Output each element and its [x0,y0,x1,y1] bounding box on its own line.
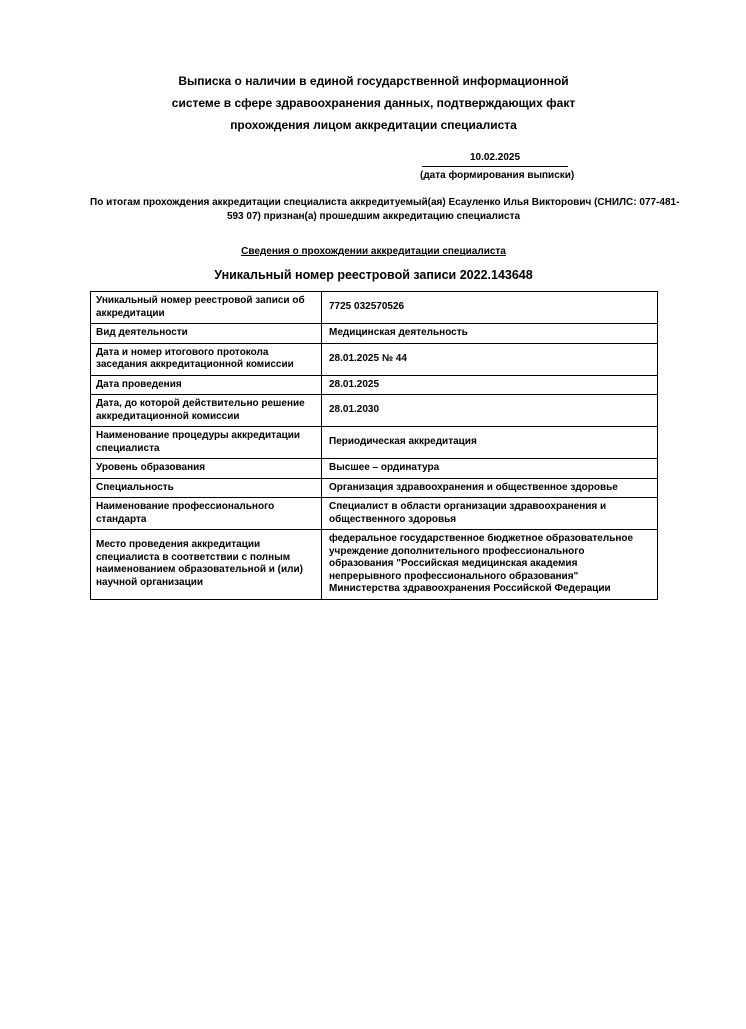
intro-paragraph [90,196,680,224]
row-label: Уникальный номер реестровой записи об аккредитации [91,292,322,324]
extract-date: 10.02.2025 [469,152,521,163]
table-row [91,292,658,324]
row-label: Дата и номер итогового протокола заседания аккредитационной комиссии [91,343,322,375]
section-heading: Сведения о прохождении аккредитации специалиста [241,246,506,257]
row-value: Медицинская деятельность [322,324,658,344]
table-row [91,427,658,459]
intro-paragraph-line: 593 07) признан(а) прошедшим аккредитацию специалиста [226,211,521,222]
row-value: Организация здравоохранения и общественное здоровье [322,478,658,498]
table-row [91,478,658,498]
row-label: Уровень образования [91,459,322,479]
row-value: Периодическая аккредитация [322,427,658,459]
document-title [90,70,657,136]
row-label: Специальность [91,478,322,498]
row-label: Дата проведения [91,375,322,395]
registry-number-heading: Уникальный номер реестровой записи 2022.143648 [214,268,533,282]
document-title-line: Выписка о наличии в единой государственной информационной [178,74,569,88]
table-row [91,375,658,395]
extract-date-block [420,151,575,182]
row-value: федеральное государственное бюджетное образовательное учреждение дополнительного профессионального образования "Российская медицинская академия непрерывного профессионального образования" Министерства здравоохранения Российской Федерации [322,530,658,600]
table-row [91,324,658,344]
table-row [91,395,658,427]
table-row [91,530,658,600]
extract-date-caption: (дата формирования выписки) [420,170,575,181]
row-label: Место проведения аккредитации специалиста в соответствии с полным наименованием образовательной и (или) научной организации [91,530,322,600]
row-value: 28.01.2025 [322,375,658,395]
intro-paragraph-line: По итогам прохождения аккредитации специалиста аккредитуемый(ая) Есауленко Илья Викторович (СНИЛС: 077-481- [90,197,680,208]
table-row [91,459,658,479]
document-title-line: прохождения лицом аккредитации специалиста [230,118,517,132]
row-value: 28.01.2025 № 44 [322,343,658,375]
accreditation-table [90,291,658,600]
row-label: Наименование процедуры аккредитации специалиста [91,427,322,459]
document-title-line: системе в сфере здравоохранения данных, подтверждающих факт [171,96,576,110]
row-label: Вид деятельности [91,324,322,344]
row-value: Высшее – ординатура [322,459,658,479]
row-value: Специалист в области организации здравоохранения и общественного здоровья [322,498,658,530]
table-row [91,498,658,530]
row-label: Наименование профессионального стандарта [91,498,322,530]
row-value: 28.01.2030 [322,395,658,427]
row-label: Дата, до которой действительно решение аккредитационной комиссии [91,395,322,427]
table-row [91,343,658,375]
row-value: 7725 032570526 [322,292,658,324]
